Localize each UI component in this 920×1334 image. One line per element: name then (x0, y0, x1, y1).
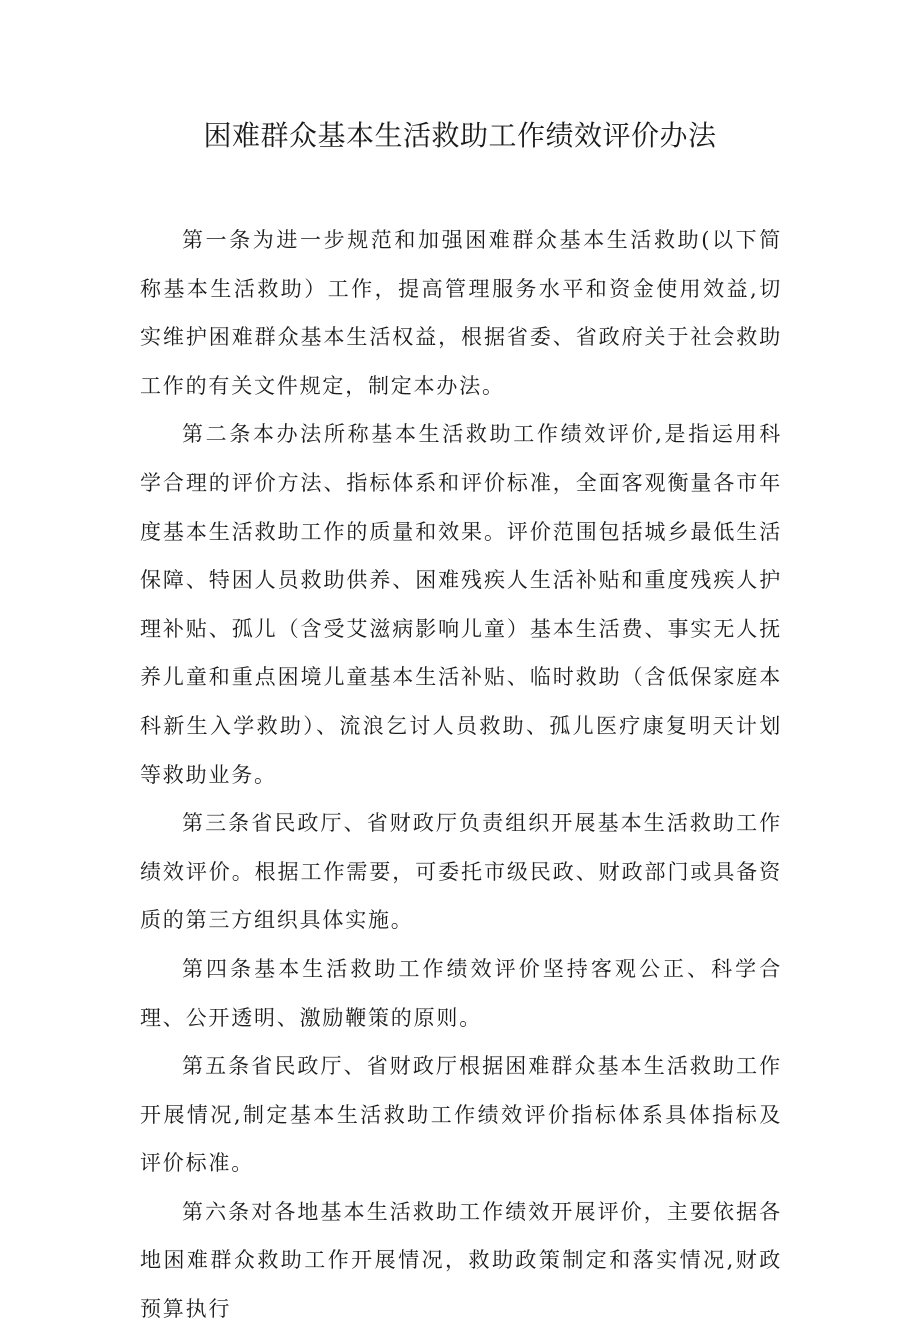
document-body (140, 216, 782, 1334)
article-6-paragraph: 第六条对各地基本生活救助工作绩效开展评价，主要依据各地困难群众救助工作开展情况，救助政策制定和落实情况,财政预算执行 (140, 1199, 782, 1322)
document-title: 困难群众基本生活救助工作绩效评价办法 (203, 119, 717, 152)
article-3-paragraph: 第三条省民政厅、省财政厅负责组织开展基本生活救助工作绩效评价。根据工作需要，可委托市级民政、财政部门或具备资质的第三方组织具体实施。 (140, 811, 782, 933)
article-4-paragraph: 第四条基本生活救助工作绩效评价坚持客观公正、科学合理、公开透明、激励鞭策的原则。 (140, 956, 782, 1030)
article-5-paragraph: 第五条省民政厅、省财政厅根据困难群众基本生活救助工作开展情况,制定基本生活救助工作绩效评价指标体系具体指标及评价标准。 (140, 1054, 782, 1176)
article-1-paragraph: 第一条为进一步规范和加强困难群众基本生活救助(以下简称基本生活救助）工作，提高管理服务水平和资金使用效益,切实维护困难群众基本生活权益，根据省委、省政府关于社会救助工作的有关文件规定，制定本办法。 (140, 228, 782, 398)
article-2-paragraph: 第二条本办法所称基本生活救助工作绩效评价,是指运用科学合理的评价方法、指标体系和评价标准，全面客观衡量各市年度基本生活救助工作的质量和效果。评价范围包括城乡最低生活保障、特困人员救助供养、困难残疾人生活补贴和重度残疾人护理补贴、孤儿（含受艾滋病影响儿童）基本生活费、事实无人抚养儿童和重点困境儿童基本生活补贴、临时救助（含低保家庭本科新生入学救助）、流浪乞讨人员救助、孤儿医疗康复明天计划等救助业务。 (140, 422, 782, 787)
